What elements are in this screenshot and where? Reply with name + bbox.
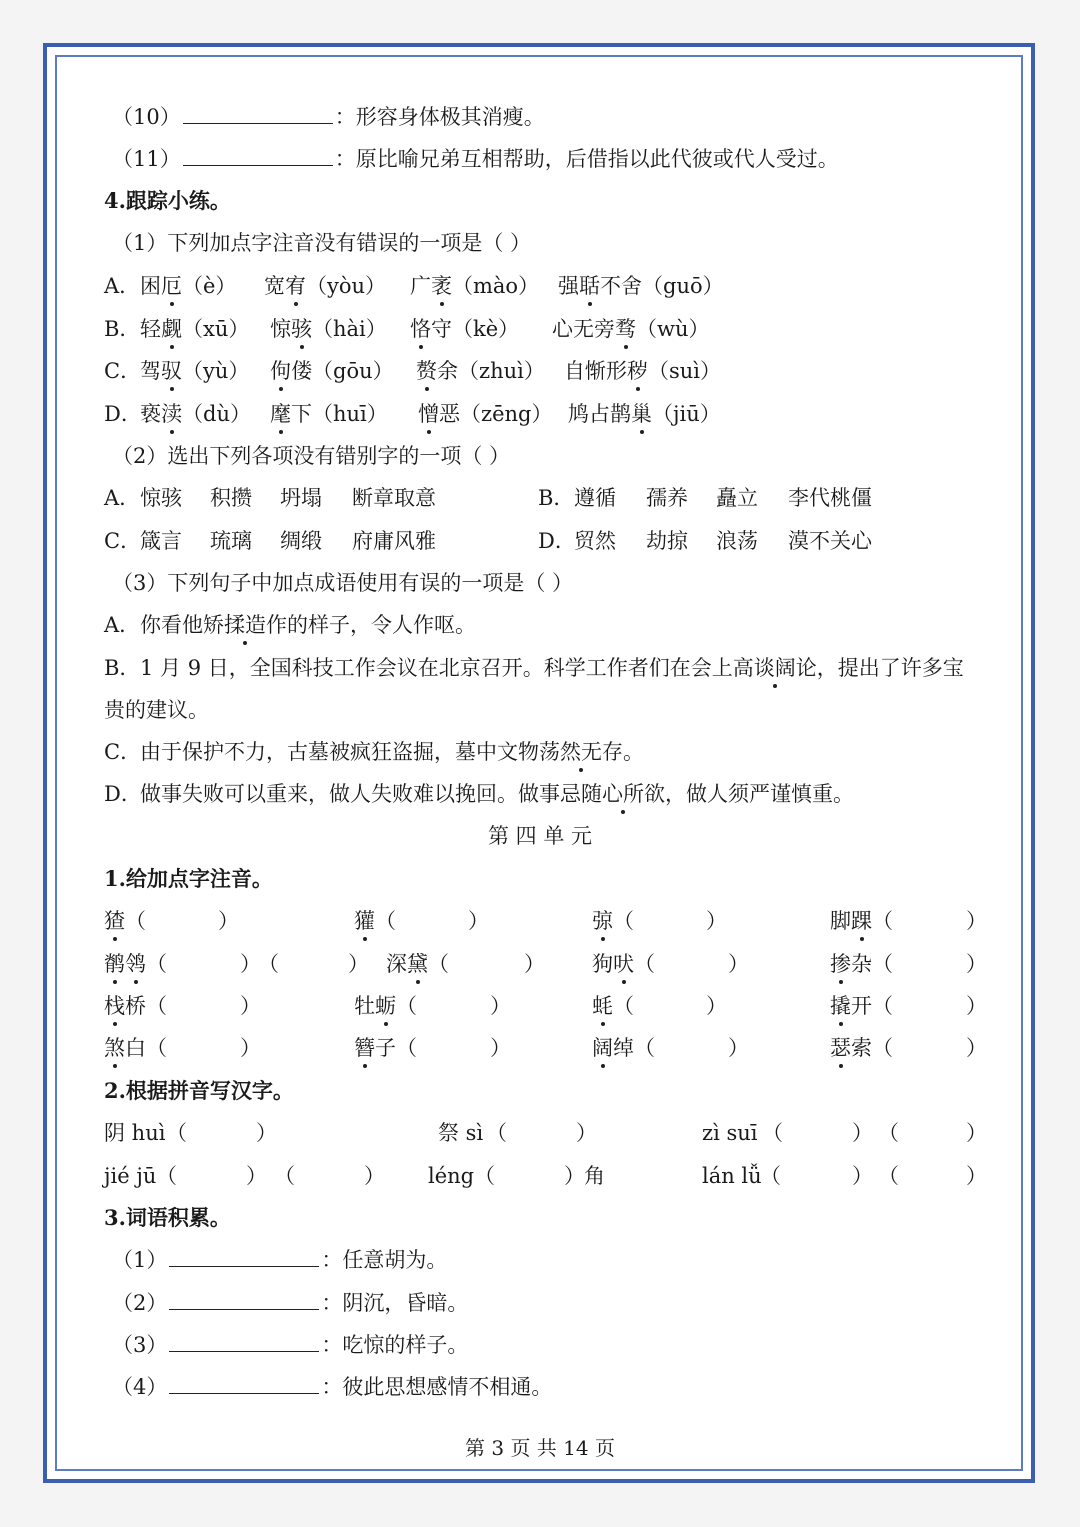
option-item: 亵渎（dù） — [140, 393, 251, 435]
write-chars-row: jié jū （ ） （ ） léng （ ） 角 lán lǚ （ ） （ ） — [104, 1164, 987, 1188]
option-item: 赘余（zhuì） — [416, 350, 545, 392]
vocab-item-11: （11） ：原比喻兄弟互相帮助，后借指以此代彼或代人受过。 — [112, 138, 992, 180]
section-heading: 4.跟踪小练。 — [104, 188, 231, 213]
section-heading: 3.词语积累。 — [104, 1205, 231, 1230]
sentence-option: B． 1 月 9 日，全国科技工作会议在北京召开。科学工作者们在会上高谈阔论，提出了许多宝 — [104, 647, 984, 689]
option-row: D． 亵渎（dù） 麾下（huī） 憎恶（zēng） 鸠占鹊巢（jiū） — [104, 393, 984, 435]
option-item: 憎恶（zēng） — [418, 393, 552, 435]
option-item: 轻觑（xū） — [140, 308, 249, 350]
sentence-option: D． 做事失败可以重来，做人失败难以挽回。做事忌随心所欲，做人须严谨慎重。 — [104, 773, 984, 815]
vocab-item: （4） ：彼此思想感情不相通。 — [112, 1366, 992, 1408]
sentence-option: A． 你看他矫揉造作的样子，令人作呕。 — [104, 604, 984, 646]
option-item: 麾下（huī） — [270, 393, 388, 435]
vocab-item: （2） ：阴沉，昏暗。 — [112, 1282, 992, 1324]
option-item: 自惭形秽（suì） — [564, 350, 721, 392]
answer-blank[interactable] — [183, 139, 333, 166]
option-item: 困厄（è） — [140, 265, 236, 307]
page-footer: 第 3 页 共 14 页 — [465, 1436, 615, 1460]
pinyin-row: 煞白（ ） 簪子（ ） 阔绰（ ） 瑟索（ ） — [104, 1027, 984, 1069]
option-item: 广袤（mào） — [410, 265, 539, 307]
option-row: A． 惊骇 积攒 坍塌 断章取意 B． 遵循 孺养 矗立 李代桃僵 — [104, 486, 872, 510]
question-prompt: （2）选出下列各项没有错别字的一项（ ） — [112, 444, 511, 468]
answer-blank[interactable] — [169, 1325, 319, 1352]
pinyin-row: 猹（ ） 獾（ ） 弶（ ） 脚踝（ ） — [104, 900, 984, 942]
write-chars-row: 阴 huì （ ） 祭 sì （ ） zì suī （ ） （ ） — [104, 1121, 987, 1145]
option-item: 驾驭（yù） — [140, 350, 249, 392]
option-item: 宽宥（yòu） — [264, 265, 386, 307]
unit-title: 第 四 单 元 — [487, 824, 593, 848]
option-item: 恪守（kè） — [410, 308, 519, 350]
pinyin-row: 栈桥（ ） 牡蛎（ ） 蚝（ ） 撬开（ ） — [104, 985, 984, 1027]
vocab-item: （1） ：任意胡为。 — [112, 1239, 992, 1281]
answer-blank[interactable] — [169, 1283, 319, 1310]
question-prompt: （3）下列句子中加点成语使用有误的一项是（ ） — [112, 571, 574, 595]
option-row: A． 困厄（è） 宽宥（yòu） 广袤（mào） 强聒不舍（guō） — [104, 265, 984, 307]
sentence-continuation: 贵的建议。 — [104, 698, 209, 722]
vocab-item: （3） ：吃惊的样子。 — [112, 1324, 992, 1366]
answer-blank[interactable] — [169, 1240, 319, 1267]
option-item: 强聒不舍（guō） — [558, 265, 724, 307]
question-prompt: （1）下列加点字注音没有错误的一项是（ ） — [112, 231, 532, 255]
option-row: C． 驾驭（yù） 佝偻（gōu） 赘余（zhuì） 自惭形秽（suì） — [104, 350, 984, 392]
pinyin-row: 鹡鸰（ ） （ ） 深黛（ ） 狗吠（ ） 掺杂（ ） — [104, 943, 984, 985]
option-row: B． 轻觑（xū） 惊骇（hài） 恪守（kè） 心无旁骛（wù） — [104, 308, 984, 350]
answer-blank[interactable] — [169, 1367, 319, 1394]
option-item: 惊骇（hài） — [270, 308, 387, 350]
option-row: C． 箴言 琉璃 绸缎 府庸风雅 D． 贸然 劫掠 浪荡 漠不关心 — [104, 529, 872, 553]
section-heading: 1.给加点字注音。 — [104, 866, 273, 891]
sentence-option: C． 由于保护不力，古墓被疯狂盗掘，墓中文物荡然无存。 — [104, 731, 984, 773]
vocab-item-10: （10） ：形容身体极其消瘦。 — [112, 96, 992, 138]
answer-blank[interactable] — [183, 97, 333, 124]
option-item: 鸠占鹊巢（jiū） — [568, 393, 721, 435]
section-heading: 2.根据拼音写汉字。 — [104, 1078, 294, 1103]
option-item: 心无旁骛（wù） — [552, 308, 710, 350]
option-item: 佝偻（gōu） — [270, 350, 394, 392]
